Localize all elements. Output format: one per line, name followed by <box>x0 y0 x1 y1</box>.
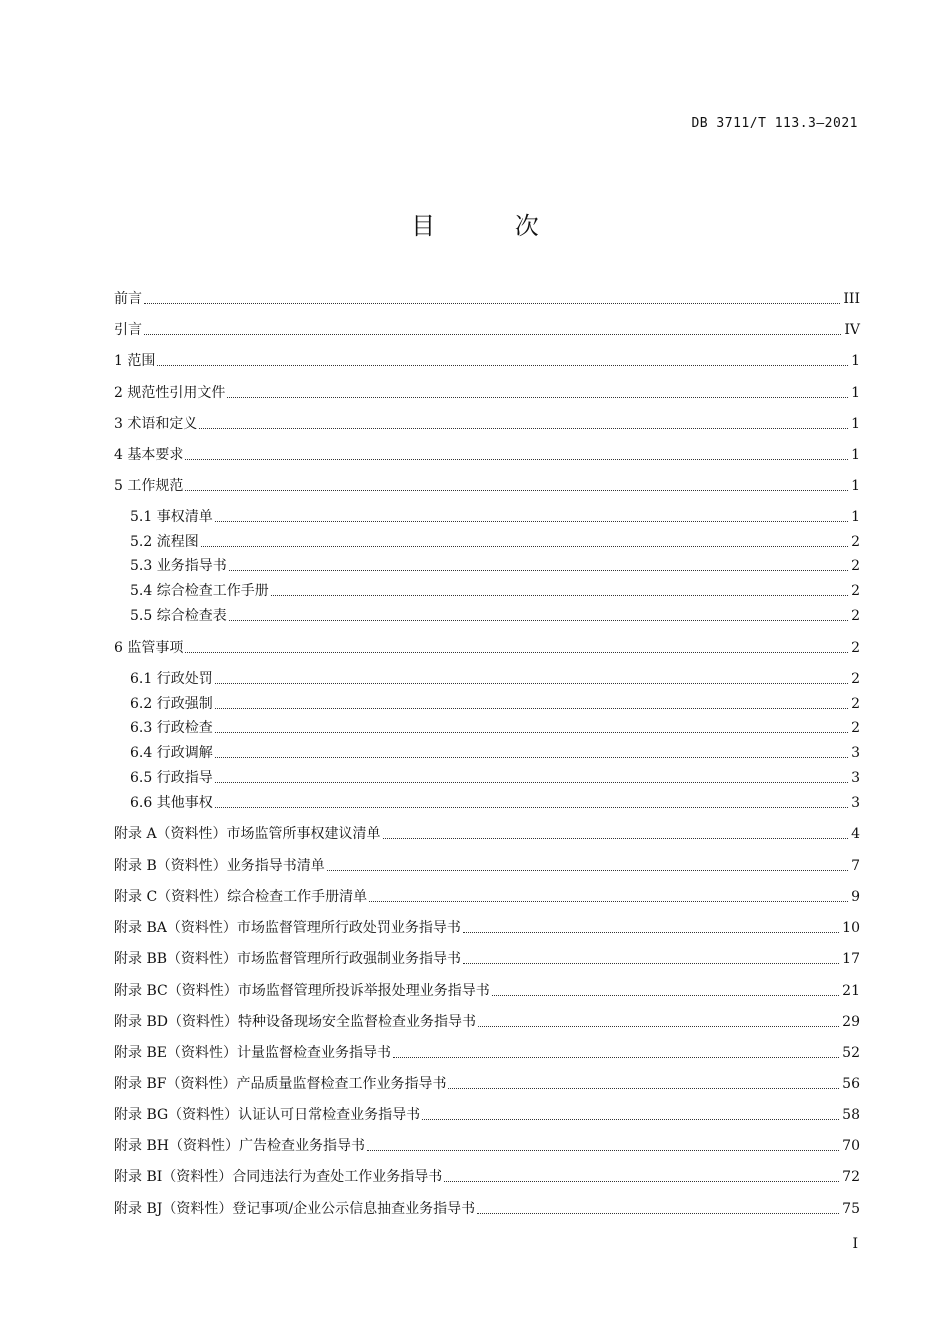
toc-entry[interactable] <box>114 1137 860 1155</box>
toc-entry[interactable] <box>114 1200 860 1218</box>
toc-entry[interactable] <box>130 508 860 526</box>
toc-entry-page: IV <box>844 322 860 338</box>
toc-entry-label: 引言 <box>114 322 142 338</box>
toc-entry-page: 1 <box>851 353 860 369</box>
toc-leader-dots <box>215 683 848 684</box>
toc-entry[interactable] <box>130 582 860 600</box>
toc-entry[interactable] <box>114 477 860 495</box>
toc-leader-dots <box>463 963 839 964</box>
toc-leader-dots <box>422 1119 839 1120</box>
toc-title: 目 次 <box>411 212 575 240</box>
toc-entry-page: 52 <box>842 1045 860 1061</box>
toc-entry-label: 附录 BC（资料性）市场监督管理所投诉举报处理业务指导书 <box>114 983 490 999</box>
toc-entry-label: 1 范围 <box>114 353 156 369</box>
toc-entry-page: 1 <box>851 385 860 401</box>
toc-leader-dots <box>448 1088 839 1089</box>
toc-entry-label: 附录 BF（资料性）产品质量监督检查工作业务指导书 <box>114 1076 447 1092</box>
toc-entry[interactable] <box>130 794 860 812</box>
toc-leader-dots <box>185 459 848 460</box>
toc-entry[interactable] <box>130 533 860 551</box>
toc-entry[interactable] <box>114 415 860 433</box>
toc-entry[interactable] <box>114 446 860 464</box>
toc-entry-page: 17 <box>842 951 860 967</box>
toc-entry-label: 6 监管事项 <box>114 640 184 656</box>
toc-entry-label: 6.1 行政处罚 <box>130 671 213 687</box>
toc-leader-dots <box>383 838 849 839</box>
toc-entry-label: 附录 BI（资料性）合同违法行为查处工作业务指导书 <box>114 1169 443 1185</box>
toc-entry[interactable] <box>130 670 860 688</box>
toc-leader-dots <box>227 397 848 398</box>
toc-entry-label: 3 术语和定义 <box>114 416 198 432</box>
toc-entry[interactable] <box>114 290 860 308</box>
toc-entry[interactable] <box>130 557 860 575</box>
toc-entry-page: 3 <box>851 745 860 761</box>
toc-leader-dots <box>215 757 848 758</box>
toc-entry-page: 2 <box>851 720 860 736</box>
toc-leader-dots <box>215 708 848 709</box>
toc-entry-label: 5.5 综合检查表 <box>130 608 227 624</box>
toc-entry[interactable] <box>114 1075 860 1093</box>
toc-entry-page: 4 <box>851 826 860 842</box>
toc-entry[interactable] <box>114 825 860 843</box>
toc-entry-page: 2 <box>851 640 860 656</box>
toc-entry-label: 附录 BH（资料性）广告检查业务指导书 <box>114 1138 365 1154</box>
toc-entry-page: 75 <box>842 1201 860 1217</box>
toc-leader-dots <box>215 521 848 522</box>
toc-entry-label: 4 基本要求 <box>114 447 184 463</box>
toc-entry-label: 附录 C（资料性）综合检查工作手册清单 <box>114 889 368 905</box>
toc-leader-dots <box>478 1026 839 1027</box>
toc-leader-dots <box>229 620 848 621</box>
toc-leader-dots <box>444 1181 839 1182</box>
toc-entry-page: 21 <box>842 983 860 999</box>
toc-leader-dots <box>199 428 848 429</box>
toc-entry-label: 6.5 行政指导 <box>130 770 213 786</box>
toc-entry-page: 7 <box>851 858 860 874</box>
toc-entry-label: 5.4 综合检查工作手册 <box>130 583 269 599</box>
toc-entry-page: 1 <box>851 478 860 494</box>
toc-leader-dots <box>215 782 848 783</box>
toc-leader-dots <box>327 870 848 871</box>
document-code: DB 3711/T 113.3—2021 <box>691 116 858 131</box>
toc-leader-dots <box>185 490 848 491</box>
toc-entry-label: 前言 <box>114 291 142 307</box>
toc-leader-dots <box>157 365 848 366</box>
toc-entry[interactable] <box>114 1044 860 1062</box>
toc-entry-label: 5.1 事权清单 <box>130 509 213 525</box>
toc-entry-page: 72 <box>842 1169 860 1185</box>
toc-entry[interactable] <box>114 639 860 657</box>
toc-entry[interactable] <box>114 321 860 339</box>
toc-entry-page: 29 <box>842 1014 860 1030</box>
toc-entry[interactable] <box>130 769 860 787</box>
toc-leader-dots <box>144 334 841 335</box>
toc-leader-dots <box>229 570 848 571</box>
toc-entry-page: 9 <box>851 889 860 905</box>
toc-entry-label: 5 工作规范 <box>114 478 184 494</box>
toc-entry-page: 3 <box>851 795 860 811</box>
toc-leader-dots <box>185 652 848 653</box>
toc-leader-dots <box>369 901 848 902</box>
toc-entry-label: 附录 BJ（资料性）登记事项/企业公示信息抽查业务指导书 <box>114 1201 476 1217</box>
toc-entry-page: 2 <box>851 558 860 574</box>
toc-entry-label: 附录 BG（资料性）认证认可日常检查业务指导书 <box>114 1107 421 1123</box>
toc-entry-label: 附录 BD（资料性）特种设备现场安全监督检查业务指导书 <box>114 1014 476 1030</box>
toc-leader-dots <box>367 1150 839 1151</box>
toc-entry[interactable] <box>130 695 860 713</box>
toc-leader-dots <box>492 995 839 996</box>
toc-leader-dots <box>271 595 848 596</box>
toc-entry[interactable] <box>130 719 860 737</box>
toc-entry-label: 6.4 行政调解 <box>130 745 213 761</box>
toc-entry[interactable] <box>130 744 860 762</box>
toc-entry[interactable] <box>114 982 860 1000</box>
toc-leader-dots <box>144 303 840 304</box>
toc-entry-page: 2 <box>851 534 860 550</box>
toc-entry-page: 3 <box>851 770 860 786</box>
toc-entry-page: 10 <box>842 920 860 936</box>
toc-entry[interactable] <box>114 888 860 906</box>
toc-entry-page: 2 <box>851 583 860 599</box>
toc-entry-label: 5.3 业务指导书 <box>130 558 227 574</box>
toc-leader-dots <box>393 1057 839 1058</box>
toc-entry[interactable] <box>114 1168 860 1186</box>
toc-entry[interactable] <box>114 384 860 402</box>
toc-entry-label: 6.2 行政强制 <box>130 696 213 712</box>
toc-leader-dots <box>215 732 848 733</box>
toc-leader-dots <box>477 1213 839 1214</box>
toc-entry[interactable] <box>114 352 860 370</box>
toc-leader-dots <box>463 932 839 933</box>
toc-entry[interactable] <box>114 950 860 968</box>
toc-entry-page: 2 <box>851 696 860 712</box>
toc-entry[interactable] <box>114 919 860 937</box>
toc-entry-label: 附录 BE（资料性）计量监督检查业务指导书 <box>114 1045 391 1061</box>
toc-entry-page: 2 <box>851 608 860 624</box>
toc-entry-page: 2 <box>851 671 860 687</box>
toc-entry-label: 6.6 其他事权 <box>130 795 213 811</box>
toc-entry-page: 1 <box>851 447 860 463</box>
page-number: I <box>852 1236 858 1252</box>
toc-entry-page: 58 <box>842 1107 860 1123</box>
toc-entry-label: 附录 A（资料性）市场监管所事权建议清单 <box>114 826 381 842</box>
toc-entry-label: 附录 BA（资料性）市场监督管理所行政处罚业务指导书 <box>114 920 461 936</box>
toc-entry-page: 1 <box>851 509 860 525</box>
toc-leader-dots <box>201 546 848 547</box>
toc-entry[interactable] <box>114 857 860 875</box>
toc-entry[interactable] <box>130 607 860 625</box>
toc-entry-label: 附录 BB（资料性）市场监督管理所行政强制业务指导书 <box>114 951 462 967</box>
toc-entry-page: 56 <box>842 1076 860 1092</box>
toc-entry-page: 70 <box>842 1138 860 1154</box>
toc-leader-dots <box>215 807 848 808</box>
toc-entry-page: 1 <box>851 416 860 432</box>
toc-entry[interactable] <box>114 1013 860 1031</box>
toc-entry-label: 附录 B（资料性）业务指导书清单 <box>114 858 325 874</box>
toc-entry-page: III <box>843 291 860 307</box>
toc-entry-label: 6.3 行政检查 <box>130 720 213 736</box>
toc-entry[interactable] <box>114 1106 860 1124</box>
toc-entry-label: 5.2 流程图 <box>130 534 199 550</box>
toc-entry-label: 2 规范性引用文件 <box>114 385 226 401</box>
